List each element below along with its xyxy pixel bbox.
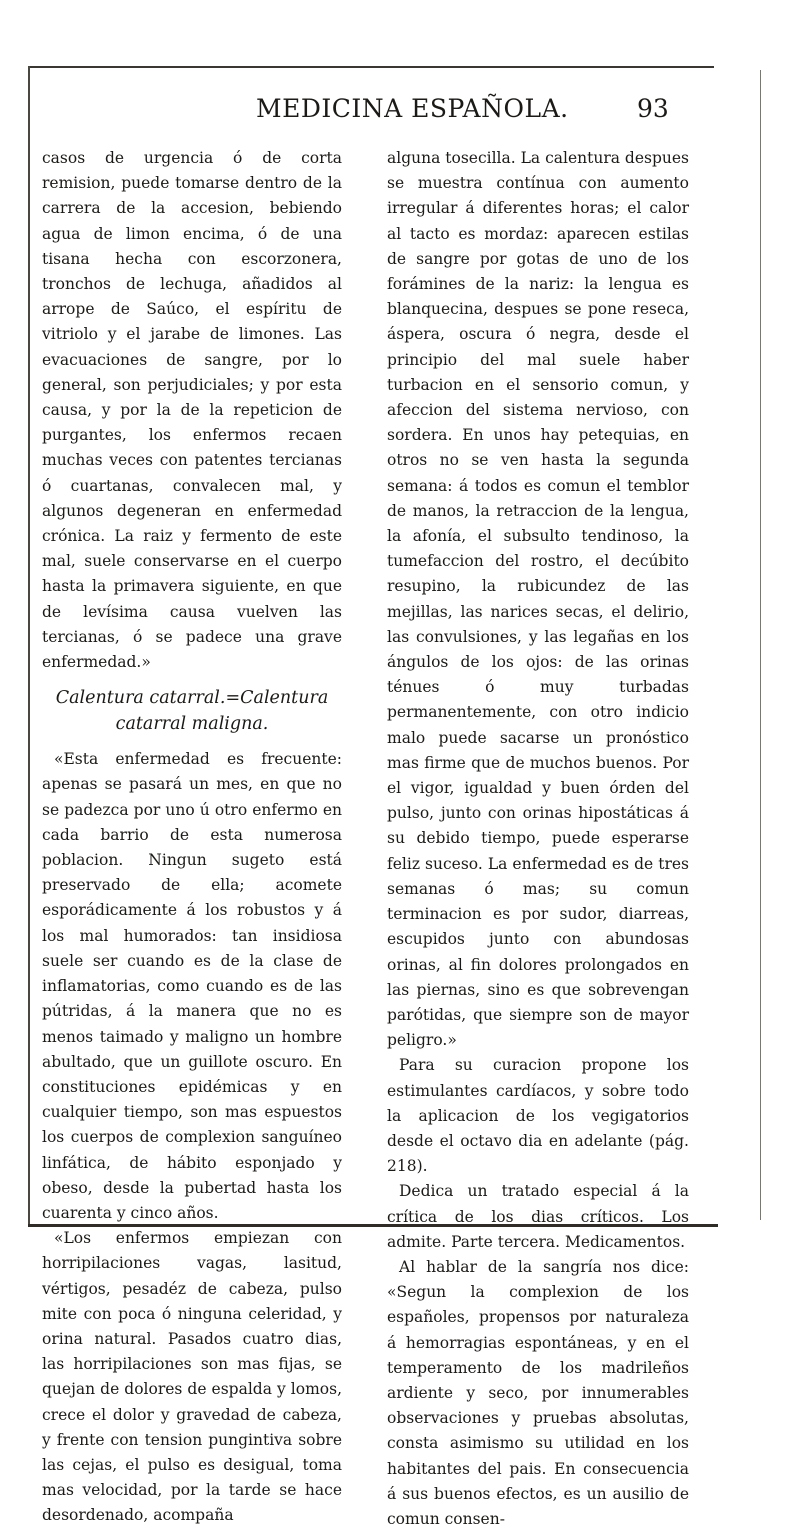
paragraph: Dedica un tratado especial á la crítica de los dias críticos. Los admite. Parte tercera. Medicamentos. bbox=[387, 1182, 689, 1251]
left-border-rule bbox=[28, 66, 30, 1226]
paragraph: «Esta enfermedad es frecuente: apenas se pasará un mes, en que no se padezca por uno ú otro enfermo en cada barrio de esta numerosa poblacion. Ningun sugeto está preservado de ella; acomete esporádicamente á los robustos y á los mal humorados: tan insidiosa suele ser cuando es de la clase de inflamatorias, como cuando es de las pútridas, á la manera que no es menos taimado y maligno un hombre abultado, que un guillote oscuro. En constituciones epidémicas y en cualquier tiempo, son mas espuestos los cuerpos de complexion sanguíneo linfática, de hábito esponjado y obeso, desde la pubertad hasta los cuarenta y cinco años. bbox=[42, 750, 342, 1222]
paragraph: Al hablar de la sangría nos dice: «Segun la complexion de los españoles, propensos por naturaleza á hemorragias espontáneas, y en el temperamento de los madrileños ardiente y seco, por innumerables observaciones y pruebas absolutas, consta asimismo su utilidad en los habitantes del pais. En consecuencia á sus buenos efectos, es un ausilio de comun consen- bbox=[387, 1257, 689, 1528]
top-border-rule bbox=[28, 66, 714, 68]
paragraph: Para su curacion propone los estimulantes cardíacos, y sobre todo la aplicacion de los vegigatorios desde el octavo dia en adelante (pág. 218). bbox=[387, 1056, 689, 1176]
running-title: MEDICINA ESPAÑOLA. bbox=[256, 94, 569, 123]
right-text-column bbox=[387, 146, 689, 1532]
page-number: 93 bbox=[637, 94, 669, 123]
right-page-edge bbox=[760, 70, 761, 1220]
left-text-column bbox=[42, 146, 342, 1529]
paragraph: casos de urgencia ó de corta remision, puede tomarse dentro de la carrera de la accesion, bebiendo agua de limon encima, ó de una tisana hecha con escorzonera, tronchos de lechuga, añadidos al arrope de Saúco, el espíritu de vitriolo y el jarabe de limones. Las evacuaciones de sangre, por lo general, son perjudiciales; y por esta causa, y por la de la repeticion de purgantes, los enfermos recaen muchas veces con patentes tercianas ó cuartanas, convalecen mal, y algunos degeneran en enfermedad crónica. La raiz y fermento de este mal, suele conservarse en el cuerpo hasta la primavera siguiente, en que de levísima causa vuelven las tercianas, ó se padece una grave enfermedad.» bbox=[42, 149, 342, 672]
paragraph: «Los enfermos empiezan con horripilaciones vagas, lasitud, vértigos, pesadéz de cabeza, pulso mite con poca ó ninguna celeridad, y orina natural. Pasados cuatro dias, las horripilaciones son mas fijas, se quejan de dolores de espalda y lomos, crece el dolor y gravedad de cabeza, y frente con tension pungintiva sobre las cejas, el pulso es desigual, toma mas velocidad, por la tarde se hace desordenado, acompaña bbox=[42, 1229, 342, 1525]
paragraph: alguna tosecilla. La calentura despues se muestra contínua con aumento irregular á diferentes horas; el calor al tacto es mordaz: aparecen estilas de sangre por gotas de uno de los forámines de la nariz: la lengua es blanquecina, despues se pone reseca, áspera, oscura ó negra, desde el principio del mal suele haber turbacion en el sensorio comun, y afeccion del sistema nervioso, con sordera. En unos hay petequias, en otros no se ven hasta la segunda semana: á todos es comun el temblor de manos, la retraccion de la lengua, la afonía, el subsulto tendinoso, la tumefaccion del rostro, el decúbito resupino, la rubicundez de las mejillas, las narices secas, el delirio, las convulsiones, y las legañas en los ángulos de los ojos: de las orinas ténues ó muy turbadas permanentemente, con otro indicio malo puede sacarse un pronóstico mas firme que de muchos buenos. Por el vigor, igualdad y buen órden del pulso, junto con orinas hipostáticas á su debido tiempo, puede esperarse feliz suceso. La enfermedad es de tres semanas ó mas; su comun terminacion es por sudor, diarreas, escupidos junto con abundosas orinas, al fin dolores prolongados en las piernas, sino es que sobrevengan parótidas, que siempre son de mayor peligro.» bbox=[387, 149, 689, 1050]
section-title: Calentura catarral.=Calentura catarral maligna. bbox=[55, 688, 329, 735]
